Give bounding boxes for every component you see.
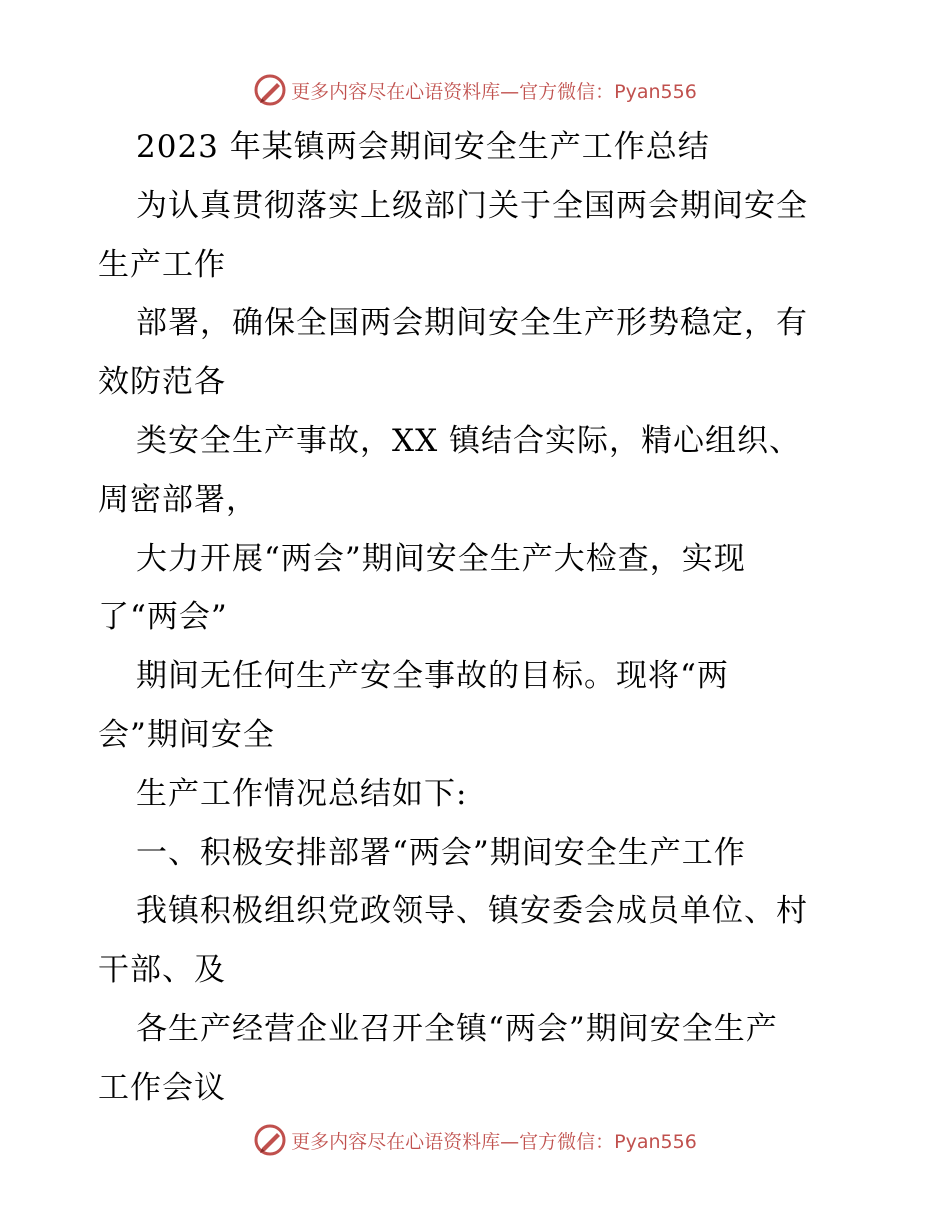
paragraph-line: 干部、及 [98,952,226,989]
pen-logo-icon [253,1123,287,1157]
paragraph-line: 大力开展“两会”期间安全生产大检查，实现 [136,540,746,577]
watermark-text: 更多内容尽在心语资料库—官方微信：Pyan556 [291,1130,697,1153]
paragraph-line: 会”期间安全 [98,716,275,753]
watermark-text: 更多内容尽在心语资料库—官方微信：Pyan556 [291,80,697,103]
paragraph-line: 为认真贯彻落实上级部门关于全国两会期间安全 [136,187,808,224]
paragraph-line: 各生产经营企业召开全镇“两会”期间安全生产 [136,1010,778,1047]
paragraph-line: 生产工作 [98,246,226,283]
paragraph-line: 了“两会” [98,599,228,636]
paragraph-line: 我镇积极组织党政领导、镇安委会成员单位、村 [136,893,808,930]
document-body [98,118,858,1118]
paragraph-line: 效防范各 [98,364,226,401]
document-title: 2023 年某镇两会期间安全生产工作总结 [136,129,710,165]
paragraph-line: 周密部署， [98,481,258,518]
paragraph-line: 工作会议 [98,1069,226,1106]
paragraph-line: 生产工作情况总结如下: [136,775,468,812]
footer-watermark [0,1120,950,1160]
paragraph-line: 类安全生产事故，XX 镇结合实际，精心组织、 [136,422,801,459]
section-heading: 一、积极安排部署“两会”期间安全生产工作 [136,834,746,871]
paragraph-line: 部署，确保全国两会期间安全生产形势稳定，有 [136,305,808,342]
paragraph-line: 期间无任何生产安全事故的目标。现将“两 [136,658,729,695]
pen-logo-icon [253,73,287,107]
header-watermark [0,70,950,110]
